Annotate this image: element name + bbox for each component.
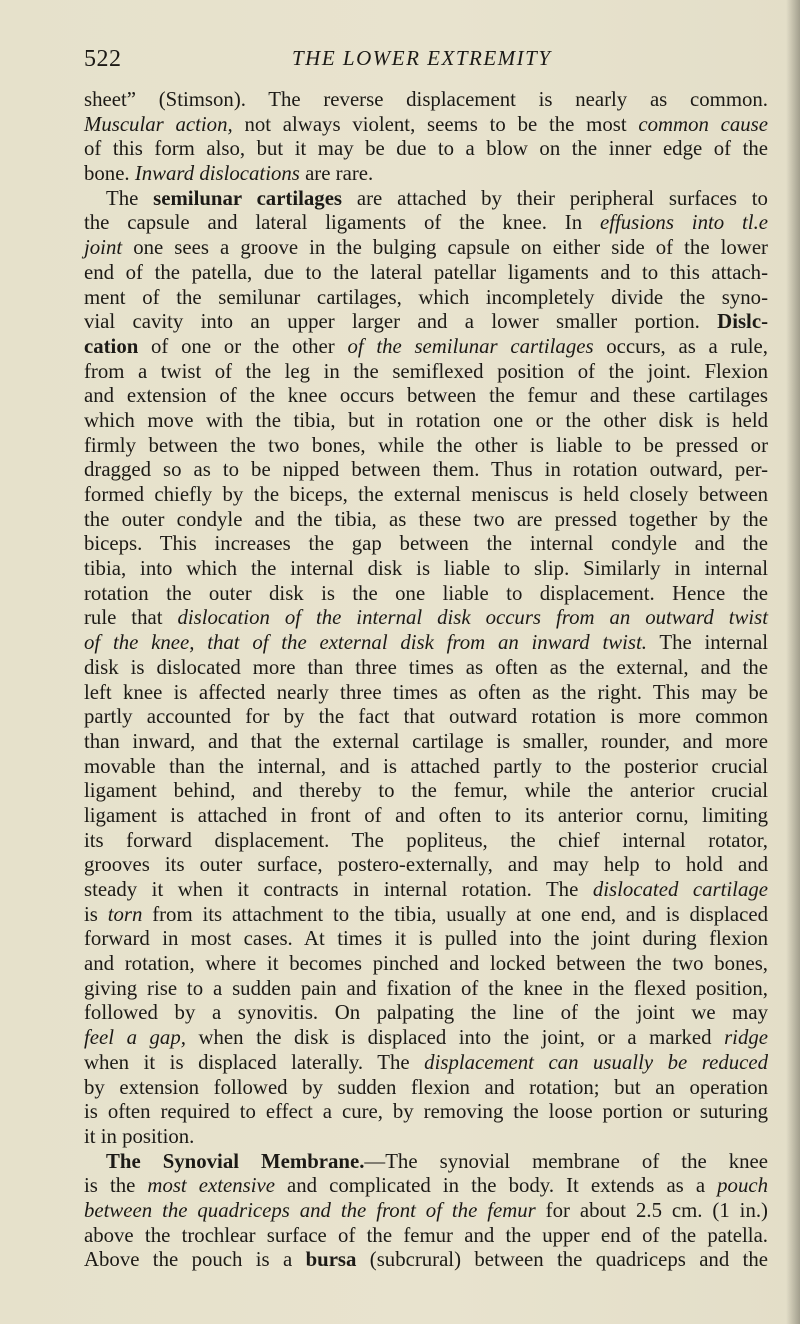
text-span: than inward, and that the external cartilage is smaller, rounder, and more	[84, 729, 768, 753]
text-line	[84, 681, 768, 706]
text-span: Above the pouch is a	[84, 1248, 306, 1272]
text-span: its forward displacement. The popliteus, the chief internal rotator,	[84, 828, 768, 852]
text-line	[84, 1001, 768, 1026]
text-span: when the disk is displaced into the joint, or a marked	[185, 1026, 725, 1050]
italic-span: effusions into tl.e	[599, 211, 768, 235]
text-span: sheet” (Stimson). The reverse displacement is nearly as common.	[84, 88, 768, 111]
text-span: are attached by their peripheral surfaces to	[342, 186, 768, 210]
text-span: are rare.	[299, 162, 374, 186]
italic-span: between the quadriceps and the front of the femur	[84, 1198, 536, 1222]
text-line	[84, 1174, 768, 1199]
text-line	[84, 236, 768, 261]
italic-span: Muscular action,	[84, 112, 233, 136]
text-line	[84, 113, 768, 138]
italic-span: torn	[107, 902, 143, 926]
text-span: which move with the tibia, but in rotation one or the other disk is held	[84, 408, 768, 432]
text-span: from its attachment to the tibia, usually at one end, and is displaced	[142, 902, 768, 926]
text-span: The internal	[646, 631, 768, 655]
bold-span: Dislc-	[717, 310, 768, 334]
text-line	[84, 1026, 768, 1051]
italic-span: most extensive	[147, 1174, 275, 1198]
text-line	[84, 903, 768, 928]
bold-span: semilunar cartilages	[153, 186, 343, 210]
text-line	[84, 1248, 768, 1273]
italic-span: pouch	[717, 1174, 768, 1198]
text-line	[84, 137, 768, 162]
text-span: is	[84, 902, 108, 926]
text-span: it in position.	[84, 1124, 195, 1148]
text-line	[84, 187, 768, 212]
text-span: rule that	[84, 606, 178, 630]
text-span: and complicated in the body. It extends as a	[274, 1174, 718, 1198]
text-span: ligament behind, and thereby to the femur, while the anterior crucial	[84, 779, 768, 803]
italic-span: common cause	[638, 112, 768, 136]
text-line	[84, 261, 768, 286]
text-span: ment of the semilunar cartilages, which incompletely divide the syno-	[84, 285, 768, 309]
text-span: one sees a groove in the bulging capsule on either side of the lower	[122, 236, 768, 260]
text-span: the capsule and lateral ligaments of the knee. In	[84, 211, 600, 235]
text-line	[84, 829, 768, 854]
text-span: formed chiefly by the biceps, the external meniscus is held closely between	[84, 483, 768, 506]
text-span: movable than the internal, and is attached partly to the posterior crucial	[84, 754, 768, 778]
text-span: left knee is affected nearly three times as often as the right. This may be	[84, 680, 768, 704]
text-line	[84, 730, 768, 755]
body-text	[84, 88, 768, 1273]
text-span: disk is dislocated more than three times as often as the external, and the	[84, 655, 768, 679]
text-line	[84, 434, 768, 459]
text-line	[84, 952, 768, 977]
text-line	[84, 582, 768, 607]
italic-span: joint	[84, 236, 123, 260]
text-span: forward in most cases. At times it is pulled into the joint during flexion	[84, 927, 768, 951]
text-line	[84, 1150, 768, 1175]
text-line	[84, 804, 768, 829]
text-span: the outer condyle and the tibia, as these two are pressed together by the	[84, 507, 768, 531]
text-line	[84, 483, 768, 508]
text-span: and extension of the knee occurs between the femur and these cartilages	[84, 384, 768, 408]
text-line	[84, 508, 768, 533]
text-line	[84, 977, 768, 1002]
text-line	[84, 162, 768, 187]
text-span: firmly between the two bones, while the other is liable to be pressed or	[84, 433, 768, 457]
text-span: occurs, as a rule,	[593, 334, 768, 358]
text-line	[84, 1125, 768, 1150]
text-line	[84, 779, 768, 804]
section-heading: The Synovial Membrane.	[106, 1149, 365, 1173]
text-line	[84, 409, 768, 434]
italic-span: dislocation of the internal disk occurs from an outward twist	[177, 606, 769, 630]
text-span: (subcrural) between the quadriceps and the	[356, 1248, 768, 1272]
italic-span: dislocated cartilage	[592, 878, 768, 901]
text-line	[84, 1076, 768, 1101]
text-span: from a twist of the leg in the semiflexed position of the joint. Flexion	[84, 359, 768, 383]
text-line	[84, 878, 768, 903]
italic-span: ridge	[724, 1026, 768, 1050]
text-span: —The synovial membrane of the knee	[364, 1149, 768, 1173]
text-span: and rotation, where it becomes pinched and locked between the two bones,	[84, 952, 768, 976]
text-line	[84, 384, 768, 409]
text-line	[84, 360, 768, 385]
text-span: is the	[84, 1174, 148, 1198]
bold-span: bursa	[305, 1248, 357, 1272]
italic-span: displacement can usually be reduced	[424, 1050, 768, 1074]
text-span: giving rise to a sudden pain and fixation of the knee in the flexed position,	[84, 976, 768, 1000]
text-span: biceps. This increases the gap between the internal condyle and the	[84, 532, 768, 556]
text-span: grooves its outer surface, postero-externally, and may help to hold and	[84, 853, 768, 877]
page-edge-shadow	[786, 0, 800, 1324]
text-line	[84, 557, 768, 582]
text-line	[84, 1199, 768, 1224]
page-number: 522	[84, 46, 122, 72]
text-line	[84, 1224, 768, 1249]
text-line	[84, 88, 768, 113]
text-line	[84, 631, 768, 656]
text-span: of this form also, but it may be due to a blow on the inner edge of the	[84, 137, 768, 161]
running-head	[84, 46, 784, 76]
text-line	[84, 286, 768, 311]
text-span: followed by a synovitis. On palpating the line of the joint we may	[84, 1001, 768, 1025]
text-line	[84, 927, 768, 952]
text-span: above the trochlear surface of the femur and the upper end of the patella.	[84, 1223, 768, 1247]
text-span: ligament is attached in front of and often to its anterior cornu, limiting	[84, 803, 768, 827]
text-line	[84, 532, 768, 557]
text-line	[84, 1051, 768, 1076]
text-span: when it is displaced laterally. The	[84, 1050, 425, 1074]
text-line	[84, 705, 768, 730]
text-span: rotation the outer disk is the one liable to displacement. Hence the	[84, 581, 768, 605]
text-span: dragged so as to be nipped between them. Thus in rotation outward, per-	[84, 458, 768, 482]
text-line	[84, 458, 768, 483]
text-line	[84, 656, 768, 681]
text-line	[84, 853, 768, 878]
text-span: of one or the other	[138, 334, 348, 358]
text-span: is often required to effect a cure, by removing the loose portion or suturing	[84, 1100, 768, 1124]
italic-span: Inward dislocations	[134, 162, 300, 186]
text-span: vial cavity into an upper larger and a lower smaller portion.	[84, 310, 718, 334]
bold-span: cation	[84, 334, 139, 358]
text-span: partly accounted for by the fact that outward rotation is more common	[84, 705, 768, 729]
text-line	[84, 1100, 768, 1125]
italic-span: of the knee, that of the external disk from an inward twist.	[84, 631, 647, 655]
text-span: steady it when it contracts in internal rotation. The	[84, 878, 593, 901]
text-line	[84, 310, 768, 335]
text-span: for about 2.5 cm. (1 in.)	[535, 1198, 768, 1222]
text-span: end of the patella, due to the lateral patellar ligaments and to this attach-	[84, 260, 768, 284]
text-span: by extension followed by sudden flexion and rotation; but an operation	[84, 1075, 768, 1099]
text-span: bone.	[84, 162, 135, 186]
italic-span: of the semilunar cartilages	[347, 334, 594, 358]
header-title: THE LOWER EXTREMITY	[292, 46, 552, 70]
text-span: tibia, into which the internal disk is liable to slip. Similarly in internal	[84, 557, 768, 581]
text-line	[84, 335, 768, 360]
text-span: The	[106, 186, 154, 210]
italic-span: feel a gap,	[84, 1026, 186, 1050]
text-line	[84, 755, 768, 780]
text-span: not always violent, seems to be the most	[232, 112, 639, 136]
text-line	[84, 211, 768, 236]
text-line	[84, 606, 768, 631]
